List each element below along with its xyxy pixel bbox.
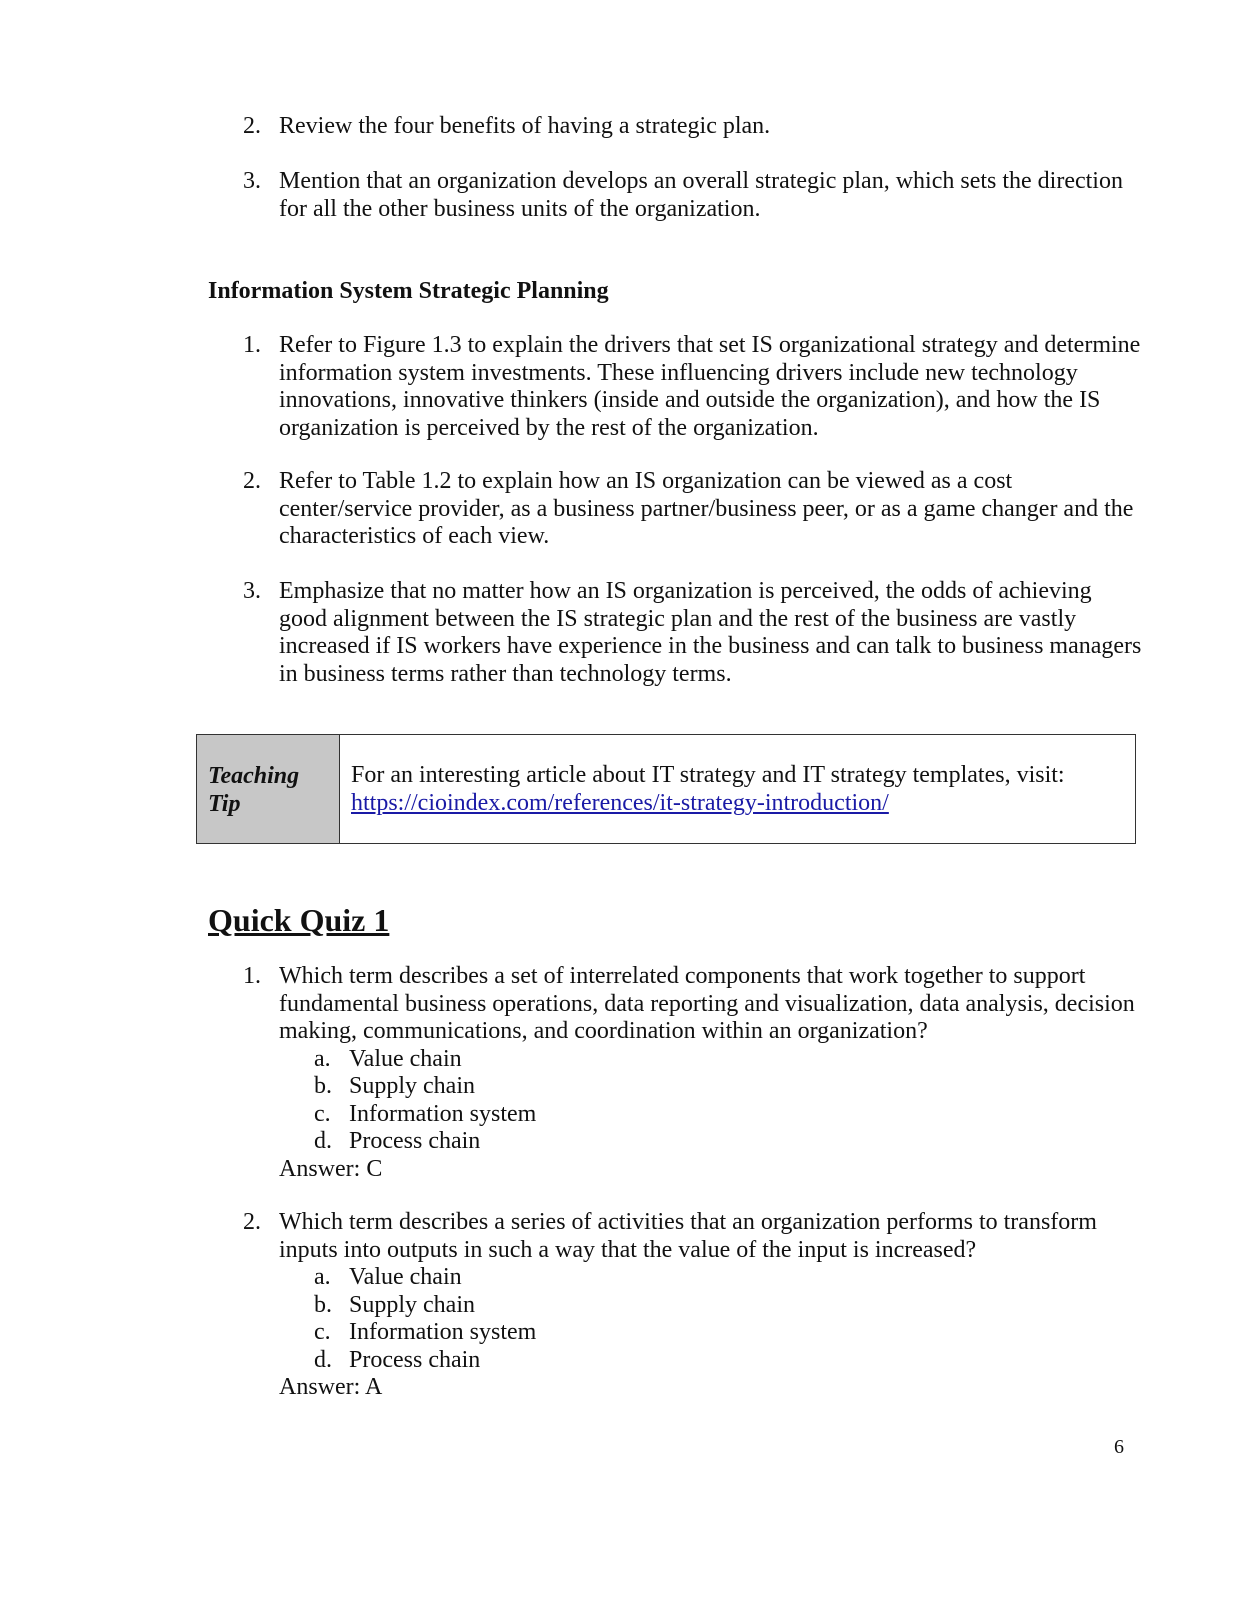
option-text: Information system [349, 1100, 537, 1127]
teaching-tip-box [196, 734, 1136, 844]
answer-options [279, 1046, 1143, 1156]
option-text: Information system [349, 1319, 537, 1345]
answer-option [279, 1073, 1143, 1101]
quiz-question [243, 1209, 1143, 1402]
list-item [243, 168, 1143, 223]
teaching-tip-label-line1: Teaching [208, 763, 300, 789]
list-number: 2. [243, 468, 261, 494]
question-answer: Answer: C [279, 1155, 383, 1182]
option-text: Supply chain [349, 1073, 475, 1099]
teaching-tip-label-line2: Tip [208, 790, 241, 817]
option-letter: c. [314, 1100, 331, 1127]
list-text: Refer to Figure 1.3 to explain the drivers that set IS organizational strategy and determine information system investments. These influencing drivers include new technology innovations, innovative thinkers (inside and outside the organization), and how the IS organization is perceived by the rest of the organization. [279, 332, 1141, 441]
list-text: Refer to Table 1.2 to explain how an IS organization can be viewed as a cost center/service provider, as a business partner/business peer, or as a game changer and the characteristics of each view. [279, 468, 1134, 549]
teaching-tip-link[interactable]: https://cioindex.com/references/it-strategy-introduction/ [351, 789, 889, 816]
option-text: Process chain [349, 1346, 481, 1373]
list-item [243, 332, 1143, 442]
question-answer: Answer: A [279, 1374, 383, 1400]
list-text: Review the four benefits of having a strategic plan. [279, 113, 771, 139]
answer-option [279, 1264, 1143, 1292]
list-text: Emphasize that no matter how an IS organization is perceived, the odds of achieving good alignment between the IS strategic plan and the rest of the business are vastly increased if IS workers have experience in the business and can talk to business managers in business terms rather than technology terms. [279, 578, 1142, 687]
option-letter: b. [314, 1291, 332, 1318]
answer-option [279, 1292, 1143, 1320]
option-letter: a. [314, 1264, 331, 1290]
option-letter: d. [314, 1128, 332, 1154]
quiz-question [243, 963, 1143, 1183]
option-letter: b. [314, 1073, 332, 1099]
list-item [243, 113, 1143, 141]
option-letter: a. [314, 1045, 331, 1072]
teaching-tip-body [340, 735, 1065, 843]
option-text: Value chain [349, 1264, 462, 1290]
answer-option [279, 1128, 1143, 1156]
question-text: Which term describes a series of activities that an organization performs to transform inputs into outputs in such a way that the value of the input is increased? [279, 1209, 1097, 1263]
list-number: 2. [243, 113, 261, 139]
answer-option [279, 1101, 1143, 1129]
list-number: 3. [243, 168, 261, 194]
option-text: Value chain [349, 1045, 462, 1072]
option-letter: d. [314, 1346, 332, 1373]
teaching-tip-text: For an interesting article about IT strategy and IT strategy templates, visit: [351, 762, 1065, 788]
teaching-tip-label [197, 735, 340, 843]
option-text: Supply chain [349, 1291, 475, 1318]
answer-options [279, 1264, 1143, 1374]
answer-option [279, 1319, 1143, 1347]
answer-option [279, 1347, 1143, 1375]
question-text: Which term describes a set of interrelated components that work together to support fundamental business operations, data reporting and visualization, data analysis, decision making, communications, and coordination within an organization? [279, 963, 1135, 1044]
list-number: 1. [243, 332, 261, 358]
page-number: 6 [1114, 1436, 1124, 1458]
option-letter: c. [314, 1319, 331, 1345]
section-heading: Information System Strategic Planning [208, 278, 609, 304]
option-text: Process chain [349, 1128, 481, 1154]
quiz-title: Quick Quiz 1 [208, 902, 390, 938]
list-item [243, 578, 1143, 688]
list-text: Mention that an organization develops an overall strategic plan, which sets the direction for all the other business units of the organization. [279, 168, 1123, 222]
question-number: 2. [243, 1209, 261, 1235]
list-item [243, 468, 1143, 551]
answer-option [279, 1046, 1143, 1074]
question-number: 1. [243, 963, 261, 989]
list-number: 3. [243, 578, 261, 604]
